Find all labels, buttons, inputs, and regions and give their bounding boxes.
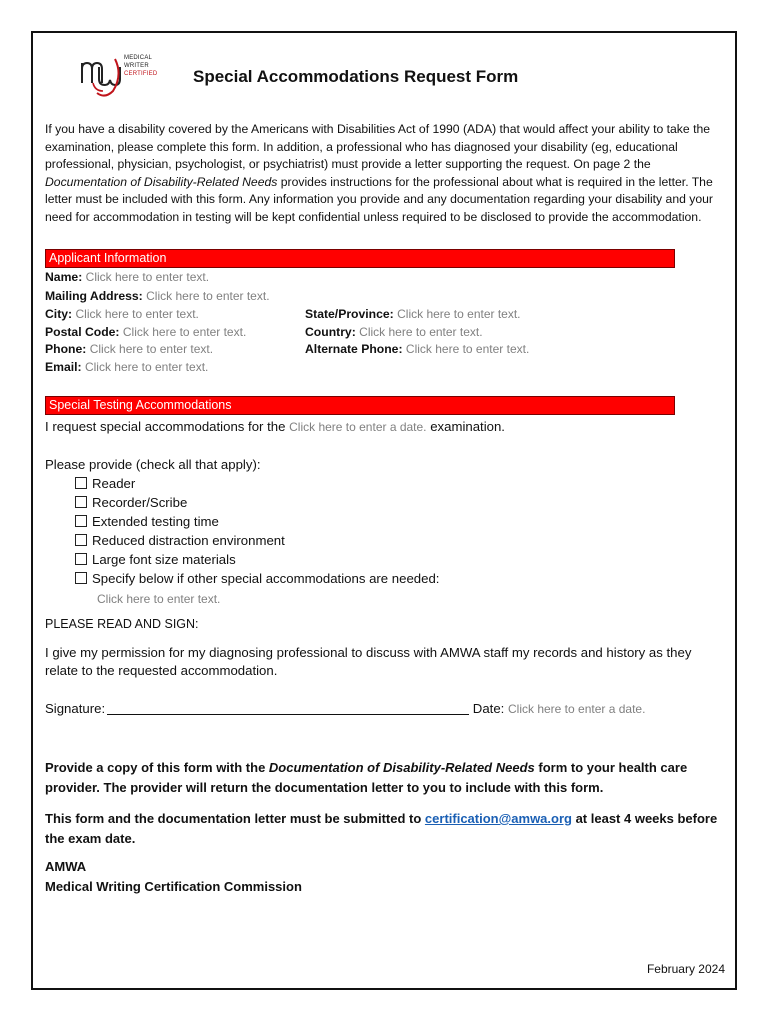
option-reduced-distraction[interactable]: Reduced distraction environment	[75, 533, 285, 548]
reader-checkbox[interactable]	[75, 477, 87, 489]
large-font-checkbox[interactable]	[75, 553, 87, 565]
city-row	[45, 307, 199, 321]
mailing-row	[45, 289, 270, 303]
signature-line[interactable]	[107, 702, 469, 715]
email-row	[45, 360, 208, 374]
state-label: State/Province:	[305, 307, 394, 321]
read-and-sign-heading: PLEASE READ AND SIGN:	[45, 617, 199, 631]
signature-date-field[interactable]: Click here to enter a date.	[508, 702, 646, 716]
reduced-distraction-checkbox[interactable]	[75, 534, 87, 546]
name-field[interactable]: Click here to enter text.	[85, 270, 210, 284]
certification-email-link[interactable]: certification@amwa.org	[424, 811, 572, 826]
option-large-font[interactable]: Large font size materials	[75, 552, 236, 567]
logo-text-writer: WRITER	[124, 63, 149, 69]
provide-copy-instruction: Provide a copy of this form with the Documentation of Disability-Related Needs form to your health care provider. The provider will return the documentation letter to you to include with this form.	[45, 760, 688, 795]
option-reader[interactable]: Reader	[75, 476, 135, 491]
email-label: Email:	[45, 360, 82, 374]
country-field[interactable]: Click here to enter text.	[359, 325, 483, 339]
signature-row	[45, 701, 645, 716]
state-row	[305, 307, 521, 321]
postal-code-field[interactable]: Click here to enter text.	[122, 325, 247, 339]
date-label: Date:	[472, 701, 505, 716]
option-other[interactable]: Specify below if other special accommodations are needed:	[75, 571, 439, 586]
recorder-scribe-checkbox[interactable]	[75, 496, 87, 508]
mailing-label: Mailing Address:	[45, 289, 143, 303]
name-row	[45, 270, 209, 284]
email-field[interactable]: Click here to enter text.	[84, 360, 209, 374]
phone-row	[45, 342, 213, 356]
country-label: Country:	[305, 325, 356, 339]
postal-row	[45, 325, 246, 339]
alt-phone-label: Alternate Phone:	[305, 342, 403, 356]
mwc-logo	[79, 53, 161, 99]
provide-italic-doc-title: Documentation of Disability-Related Needs	[268, 760, 535, 775]
extended-time-checkbox[interactable]	[75, 515, 87, 527]
city-label: City:	[45, 307, 73, 321]
logo-text-certified: CERTIFIED	[124, 71, 158, 77]
postal-label: Postal Code:	[45, 325, 120, 339]
option-recorder-scribe[interactable]: Recorder/Scribe	[75, 495, 187, 510]
logo-mark-icon	[79, 53, 123, 99]
intro-italic-doc-title: Documentation of Disability-Related Needs	[45, 174, 278, 189]
name-label: Name:	[45, 270, 83, 284]
mailing-address-field[interactable]: Click here to enter text.	[146, 289, 270, 303]
city-field[interactable]: Click here to enter text.	[75, 307, 199, 321]
provide-label: Please provide (check all that apply):	[45, 457, 261, 472]
consent-text: I give my permission for my diagnosing professional to discuss with AMWA staff my records and history as they relate to the requested accommodation.	[45, 645, 692, 678]
testing-accommodations-heading: Special Testing Accommodations	[45, 396, 675, 415]
other-accommodations-field-wrap	[97, 590, 220, 608]
other-accommodations-checkbox[interactable]	[75, 572, 87, 584]
phone-field[interactable]: Click here to enter text.	[89, 342, 214, 356]
form-title: Special Accommodations Request Form	[193, 67, 519, 86]
logo-text-medical: MEDICAL	[124, 55, 153, 61]
form-page	[31, 31, 737, 990]
alt-phone-field[interactable]: Click here to enter text.	[405, 342, 530, 356]
country-row	[305, 325, 483, 339]
revision-date: February 2024	[646, 962, 725, 976]
intro-paragraph: If you have a disability covered by the Americans with Disabilities Act of 1990 (ADA) that would affect your ability to take the examination, please complete this form. In addition, a professional who has diagnosed your disability (eg, educational professional, physician, psychologist, or psychiatrist) must provide a letter supporting the request. On page 2 the Documentation of Disability-Related Needs provides instructions for the professional about what is required in the letter. The letter must be included with this form. Any information you provide and any documentation regarding your disability and your need for accommodation in testing will be kept confidential unless required to be disclosed to provide the accommodation.	[45, 122, 713, 224]
commission-name: Medical Writing Certification Commission	[45, 879, 302, 894]
option-extended-time[interactable]: Extended testing time	[75, 514, 219, 529]
phone-label: Phone:	[45, 342, 87, 356]
org-name: AMWA	[45, 859, 87, 874]
other-accommodations-field[interactable]: Click here to enter text.	[97, 592, 221, 606]
exam-date-field[interactable]: Click here to enter a date.	[289, 420, 427, 434]
request-line: I request special accommodations for the Click here to enter a date. examination.	[45, 419, 505, 434]
state-field[interactable]: Click here to enter text.	[397, 307, 521, 321]
alt-phone-row	[305, 342, 529, 356]
signature-label: Signature:	[45, 701, 106, 716]
submission-instruction: This form and the documentation letter must be submitted to certification@amwa.org at least 4 weeks before the exam date.	[45, 811, 718, 846]
applicant-info-heading: Applicant Information	[45, 249, 675, 268]
